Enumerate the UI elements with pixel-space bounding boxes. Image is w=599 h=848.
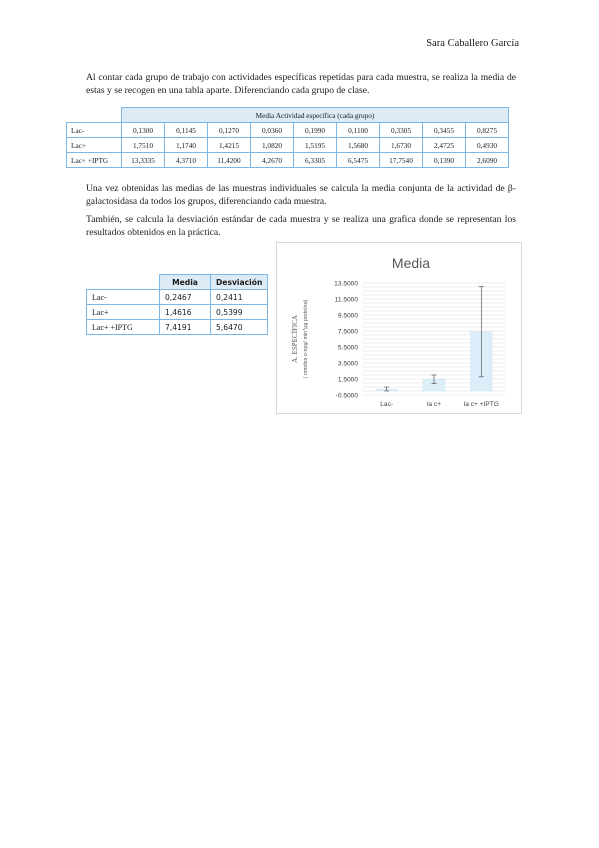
chart-canvas <box>277 243 521 413</box>
row-label: Lac+ <box>87 305 160 320</box>
x-tick-label: Lac- <box>380 401 394 408</box>
y-tick-label: 13.5000 <box>334 280 358 288</box>
table-cell: 0,3455 <box>423 123 466 138</box>
y-axis-sublabel: ( nmoles o-npg/ min*µg proteína) <box>303 299 309 379</box>
y-tick-label: 5.5000 <box>337 344 358 352</box>
summary-header-row <box>87 275 268 290</box>
table-cell: 1,1740 <box>165 138 208 153</box>
table-cell: 0,1990 <box>294 123 337 138</box>
table-cell: 0,8275 <box>466 123 509 138</box>
table-cell: 1,6730 <box>380 138 423 153</box>
table-cell: 1,0820 <box>251 138 294 153</box>
group-means-table <box>66 107 509 168</box>
y-tick-label: 11.5000 <box>334 296 358 304</box>
table-cell: 2,4725 <box>423 138 466 153</box>
table-cell: 6,3305 <box>294 153 337 168</box>
y-tick-label: -0.5000 <box>335 392 358 400</box>
table-cell: 6,5475 <box>337 153 380 168</box>
table-cell: 0,1300 <box>122 123 165 138</box>
table-header: Media Actividad específica (cada grupo) <box>122 108 509 123</box>
chart-title: Media <box>391 255 431 271</box>
column-header-media: Media <box>160 275 211 290</box>
desviacion-cell: 0,2411 <box>211 290 268 305</box>
x-tick-label: la c+ <box>426 401 442 408</box>
column-header-desviacion: Desviación <box>211 275 268 290</box>
table-cell: 1,5195 <box>294 138 337 153</box>
paragraph-deviation: También, se calcula la desviación estándar de cada muestra y se realiza una grafica donde se representan los resultados obtenidos en la práctica. <box>86 214 516 238</box>
y-tick-label: 9.5000 <box>337 312 358 320</box>
table-cell: 13,3335 <box>122 153 165 168</box>
author-name: Sara Caballero García <box>426 38 519 49</box>
y-axis-label: A. ESPECÍFICA <box>291 315 299 363</box>
table-cell: 0,1270 <box>208 123 251 138</box>
media-cell: 1,4616 <box>160 305 211 320</box>
table-row <box>87 290 268 305</box>
table-cell: 0,3305 <box>380 123 423 138</box>
row-label: Lac+ +IPTG <box>67 153 122 168</box>
media-cell: 0,2467 <box>160 290 211 305</box>
row-label: Lac+ <box>67 138 122 153</box>
row-label: Lac+ +IPTG <box>87 320 160 335</box>
table-cell: 0,1100 <box>337 123 380 138</box>
table-cell: 0,0360 <box>251 123 294 138</box>
table-cell: 1,4215 <box>208 138 251 153</box>
table-row <box>87 305 268 320</box>
table-row <box>67 138 509 153</box>
y-tick-label: 1.5000 <box>337 376 358 384</box>
table-cell: 1,7510 <box>122 138 165 153</box>
y-tick-label: 7.5000 <box>337 328 358 336</box>
table-cell: 0,1390 <box>423 153 466 168</box>
desviacion-cell: 5,6470 <box>211 320 268 335</box>
intro-paragraph: Al contar cada grupo de trabajo con actividades específicas repetidas para cada muestra, se realiza la media de estas y se recogen en una tabla aparte. Diferenciando cada grupo de clase. <box>86 72 516 96</box>
y-tick-label: 3.5000 <box>337 360 358 368</box>
desviacion-cell: 0,5399 <box>211 305 268 320</box>
table-row <box>87 320 268 335</box>
table-cell: 1,5680 <box>337 138 380 153</box>
media-bar-chart <box>276 242 522 414</box>
table-row <box>67 153 509 168</box>
media-cell: 7,4191 <box>160 320 211 335</box>
table-cell: 0,1145 <box>165 123 208 138</box>
table-cell: 0,4930 <box>466 138 509 153</box>
paragraph-means: Una vez obtenidas las medias de las muestras individuales se calcula la media conjunta de la actividad de β-galactosidasa da todos los grupos, diferenciando cada muestra. <box>86 183 516 207</box>
x-tick-label: la c+ +IPTG <box>463 401 499 408</box>
table-cell: 2,6090 <box>466 153 509 168</box>
table-cell: 11,4200 <box>208 153 251 168</box>
row-label: Lac- <box>87 290 160 305</box>
table-cell: 4,2670 <box>251 153 294 168</box>
summary-table <box>86 274 268 335</box>
table-row <box>67 123 509 138</box>
table-header-row <box>67 108 509 123</box>
row-label: Lac- <box>67 123 122 138</box>
table-cell: 17,7540 <box>380 153 423 168</box>
table-cell: 4,3710 <box>165 153 208 168</box>
